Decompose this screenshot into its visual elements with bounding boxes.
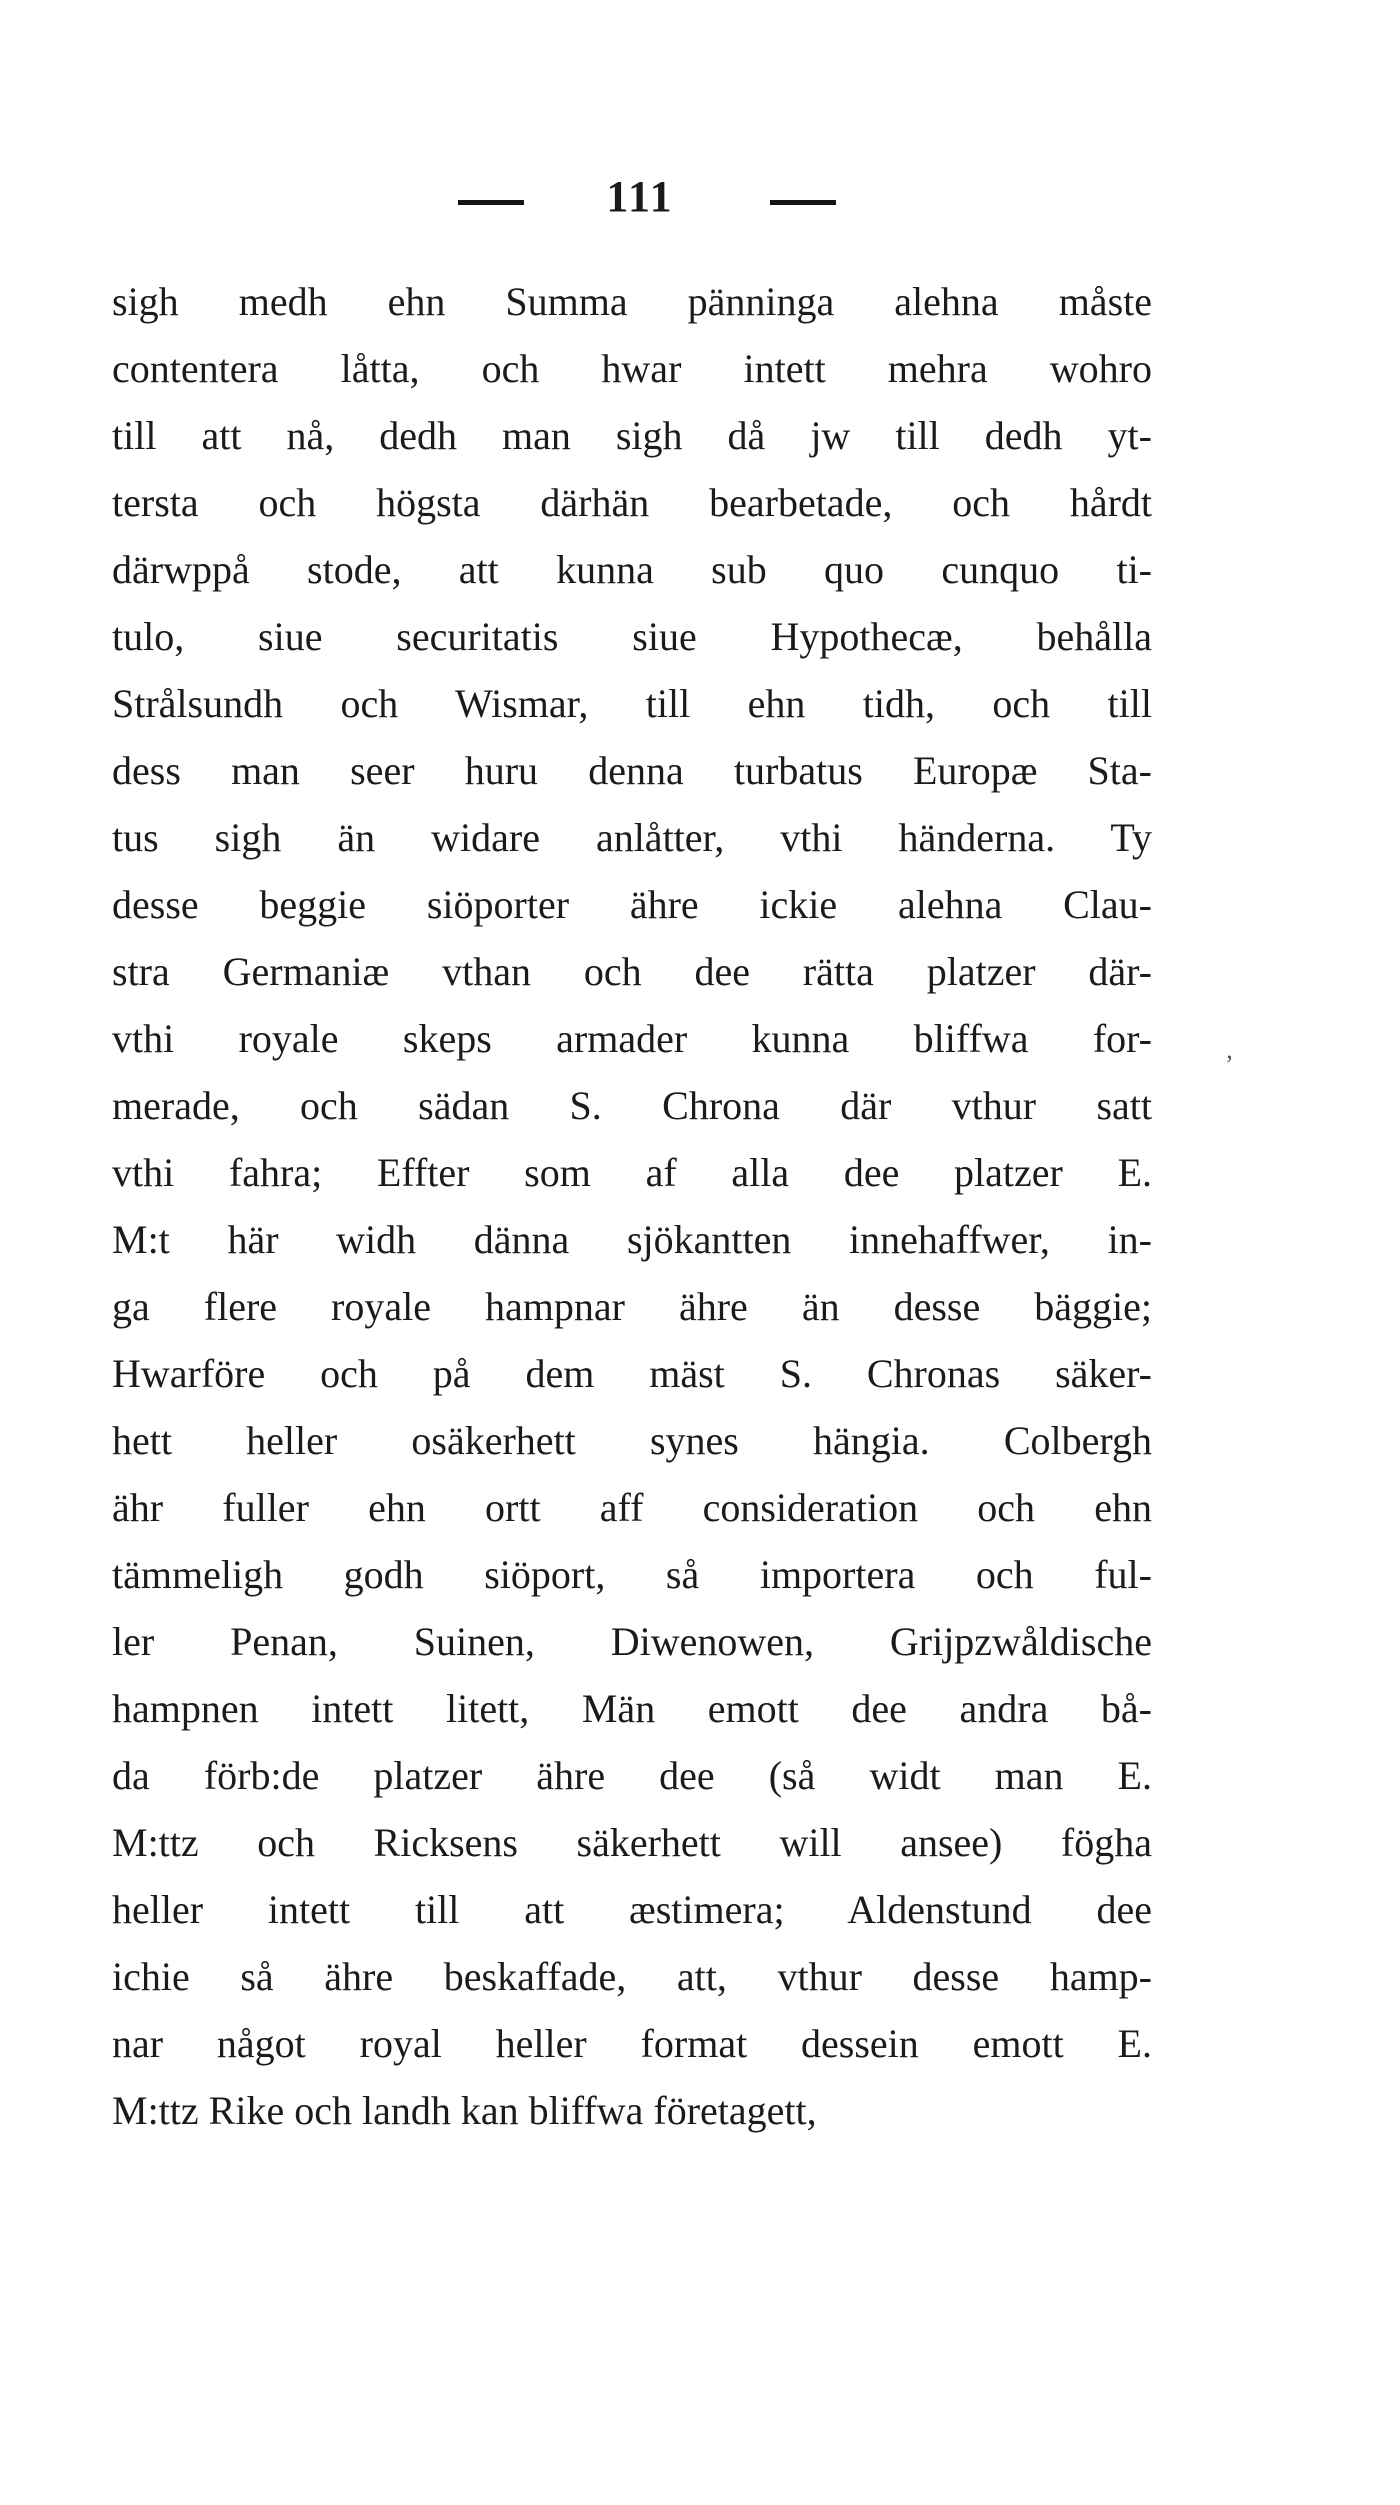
text-line: tus sigh än widare anlåtter, vthi händerna. Ty [112, 815, 1152, 860]
text-line: ichie så ähre beskaffade, att, vthur desse hamp- [112, 1954, 1152, 1999]
text-line: tulo, siue securitatis siue Hypothecæ, behålla [112, 614, 1152, 659]
header-dash-left [458, 200, 524, 205]
text-line: dess man seer huru denna turbatus Europæ Sta- [112, 748, 1152, 793]
text-line: hett heller osäkerhett synes hängia. Colbergh [112, 1418, 1152, 1463]
text-line: vthi fahra; Effter som af alla dee platzer E. [112, 1150, 1152, 1195]
text-line: stra Germaniæ vthan och dee rätta platzer där- [112, 949, 1152, 994]
header-dash-right [770, 200, 836, 205]
text-line: M:t här widh dänna sjökantten innehaffwer, in- [112, 1217, 1152, 1262]
text-line: ler Penan, Suinen, Diwenowen, Grijpzwåldische [112, 1619, 1152, 1664]
page-number: 111 [606, 172, 674, 221]
text-line: tersta och högsta därhän bearbetade, och hårdt [112, 480, 1152, 525]
text-line: merade, och sädan S. Chrona där vthur satt [112, 1083, 1152, 1128]
text-line: Hwarföre och på dem mäst S. Chronas säker- [112, 1351, 1152, 1396]
text-line: därwppå stode, att kunna sub quo cunquo ti- [112, 547, 1152, 592]
text-line: Strålsundh och Wismar, till ehn tidh, och till [112, 681, 1152, 726]
text-line: M:ttz Rike och landh kan bliffwa företagett, [112, 2088, 817, 2133]
text-line: contentera låtta, och hwar intett mehra wohro [112, 346, 1152, 391]
text-line: M:ttz och Ricksens säkerhett will ansee) fögha [112, 1820, 1152, 1865]
margin-mark: ‚ [1225, 1035, 1234, 1064]
text-line: nar något royal heller format dessein emott E. [112, 2021, 1152, 2066]
text-line: till att nå, dedh man sigh då jw till dedh yt- [112, 413, 1152, 458]
text-line: desse beggie siöporter ähre ickie alehna Clau- [112, 882, 1152, 927]
text-line: ga flere royale hampnar ähre än desse bäggie; [112, 1284, 1152, 1329]
text-line: sigh medh ehn Summa pänninga alehna måste [112, 279, 1152, 324]
text-line: da förb:de platzer ähre dee (så widt man E. [112, 1753, 1152, 1798]
text-line: hampnen intett litett, Män emott dee andra bå- [112, 1686, 1152, 1731]
text-line: ähr fuller ehn ortt aff consideration och ehn [112, 1485, 1152, 1530]
body-text [112, 268, 1152, 2144]
text-line: vthi royale skeps armader kunna bliffwa for- [112, 1016, 1152, 1061]
text-line: tämmeligh godh siöport, så importera och ful- [112, 1552, 1152, 1597]
page-header [0, 170, 1400, 230]
text-line: heller intett till att æstimera; Aldenstund dee [112, 1887, 1152, 1932]
